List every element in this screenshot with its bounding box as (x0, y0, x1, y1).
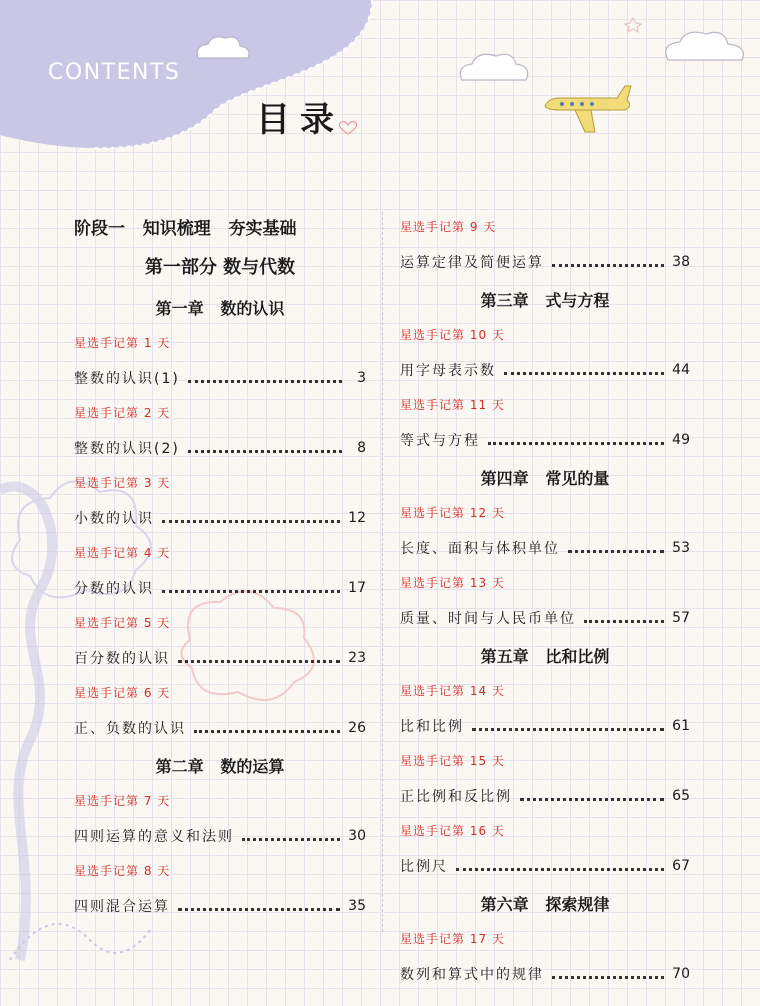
day-label: 星选手记第 11 天 (400, 398, 505, 412)
page-number: 49 (672, 432, 690, 448)
entry-title: 四则混合运算 (74, 899, 170, 915)
toc-left-column (74, 212, 366, 926)
day-label: 星选手记第 16 天 (400, 824, 505, 838)
star-icon (625, 18, 641, 32)
toc-entry[interactable] (400, 350, 690, 390)
page-number: 61 (672, 718, 690, 734)
contents-heading: CONTENTS (48, 60, 181, 85)
toc-entry[interactable] (74, 708, 366, 748)
page-number: 65 (672, 788, 690, 804)
entry-title: 正比例和反比例 (400, 789, 512, 805)
chapter-heading: 第二章 数的运算 (155, 757, 285, 776)
day-label: 星选手记第 8 天 (74, 864, 171, 878)
day-label: 星选手记第 5 天 (74, 616, 171, 630)
leader-dots (552, 976, 664, 979)
toc-entry[interactable] (400, 776, 690, 816)
stage-heading: 阶段一 知识梳理 夯实基础 (74, 219, 297, 239)
leader-dots (552, 264, 664, 267)
chapter-heading: 第三章 式与方程 (480, 291, 610, 310)
chapter-heading: 第五章 比和比例 (480, 647, 610, 666)
entry-title: 整数的认识(2) (74, 441, 180, 457)
swirl-decoration (0, 486, 52, 960)
toc-entry[interactable] (74, 638, 366, 678)
part-heading: 第一部分 数与代数 (144, 257, 296, 278)
leader-dots (456, 868, 664, 871)
toc-right-column (400, 212, 690, 994)
page-number: 35 (348, 898, 366, 914)
entry-title: 长度、面积与体积单位 (400, 541, 560, 557)
page-number: 3 (357, 370, 366, 386)
page-title: 目录 (256, 100, 344, 140)
page-number: 70 (672, 966, 690, 982)
entry-title: 分数的认识 (74, 581, 154, 597)
chapter-heading: 第四章 常见的量 (480, 469, 610, 488)
page-number: 38 (672, 254, 690, 270)
entry-title: 质量、时间与人民币单位 (400, 611, 576, 627)
airplane-icon (545, 86, 631, 132)
entry-title: 正、负数的认识 (74, 721, 186, 737)
entry-title: 比例尺 (400, 859, 448, 875)
page-number: 8 (357, 440, 366, 456)
page-number: 17 (348, 580, 366, 596)
leader-dots (242, 838, 340, 841)
page-number: 26 (348, 720, 366, 736)
day-label: 星选手记第 15 天 (400, 754, 505, 768)
entry-title: 小数的认识 (74, 511, 154, 527)
leader-dots (194, 730, 340, 733)
entry-title: 整数的认识(1) (74, 371, 180, 387)
day-label: 星选手记第 10 天 (400, 328, 505, 342)
toc-entry[interactable] (400, 598, 690, 638)
day-label: 星选手记第 14 天 (400, 684, 505, 698)
entry-title: 数列和算式中的规律 (400, 967, 544, 983)
toc-entry[interactable] (74, 816, 366, 856)
page-number: 53 (672, 540, 690, 556)
chapter-heading: 第一章 数的认识 (155, 299, 285, 318)
page-number: 44 (672, 362, 690, 378)
leader-dots (472, 728, 664, 731)
day-label: 星选手记第 7 天 (74, 794, 171, 808)
toc-entry[interactable] (400, 528, 690, 568)
cloud-icon (460, 54, 527, 80)
day-label: 星选手记第 2 天 (74, 406, 171, 420)
leader-dots (178, 908, 340, 911)
page-number: 12 (348, 510, 366, 526)
page-number: 67 (672, 858, 690, 874)
cloud-icon (666, 32, 744, 60)
leader-dots (520, 798, 664, 801)
leader-dots (504, 372, 664, 375)
day-label: 星选手记第 12 天 (400, 506, 505, 520)
column-divider (382, 212, 383, 932)
toc-entry[interactable] (400, 420, 690, 460)
entry-title: 比和比例 (400, 719, 464, 735)
page-number: 30 (348, 828, 366, 844)
toc-entry[interactable] (400, 706, 690, 746)
toc-entry[interactable] (74, 358, 366, 398)
day-label: 星选手记第 17 天 (400, 932, 505, 946)
chapter-heading: 第六章 探索规律 (480, 895, 610, 914)
toc-entry[interactable] (74, 568, 366, 608)
leader-dots (568, 550, 664, 553)
day-label: 星选手记第 13 天 (400, 576, 505, 590)
entry-title: 运算定律及简便运算 (400, 255, 544, 271)
day-label: 星选手记第 6 天 (74, 686, 171, 700)
entry-title: 四则运算的意义和法则 (74, 829, 234, 845)
leader-dots (178, 660, 340, 663)
entry-title: 用字母表示数 (400, 363, 496, 379)
toc-entry[interactable] (400, 242, 690, 282)
day-label: 星选手记第 4 天 (74, 546, 171, 560)
toc-entry[interactable] (400, 846, 690, 886)
entry-title: 百分数的认识 (74, 651, 170, 667)
day-label: 星选手记第 1 天 (74, 336, 171, 350)
page-number: 57 (672, 610, 690, 626)
leader-dots (162, 520, 340, 523)
string-decoration (10, 924, 150, 960)
page-number: 23 (348, 650, 366, 666)
toc-entry[interactable] (74, 498, 366, 538)
leader-dots (584, 620, 664, 623)
toc-entry[interactable] (74, 428, 366, 468)
leader-dots (188, 380, 342, 383)
leader-dots (188, 450, 342, 453)
toc-entry[interactable] (74, 886, 366, 926)
toc-entry[interactable] (400, 954, 690, 994)
entry-title: 等式与方程 (400, 433, 480, 449)
day-label: 星选手记第 3 天 (74, 476, 171, 490)
leader-dots (488, 442, 664, 445)
day-label: 星选手记第 9 天 (400, 220, 497, 234)
leader-dots (162, 590, 340, 593)
